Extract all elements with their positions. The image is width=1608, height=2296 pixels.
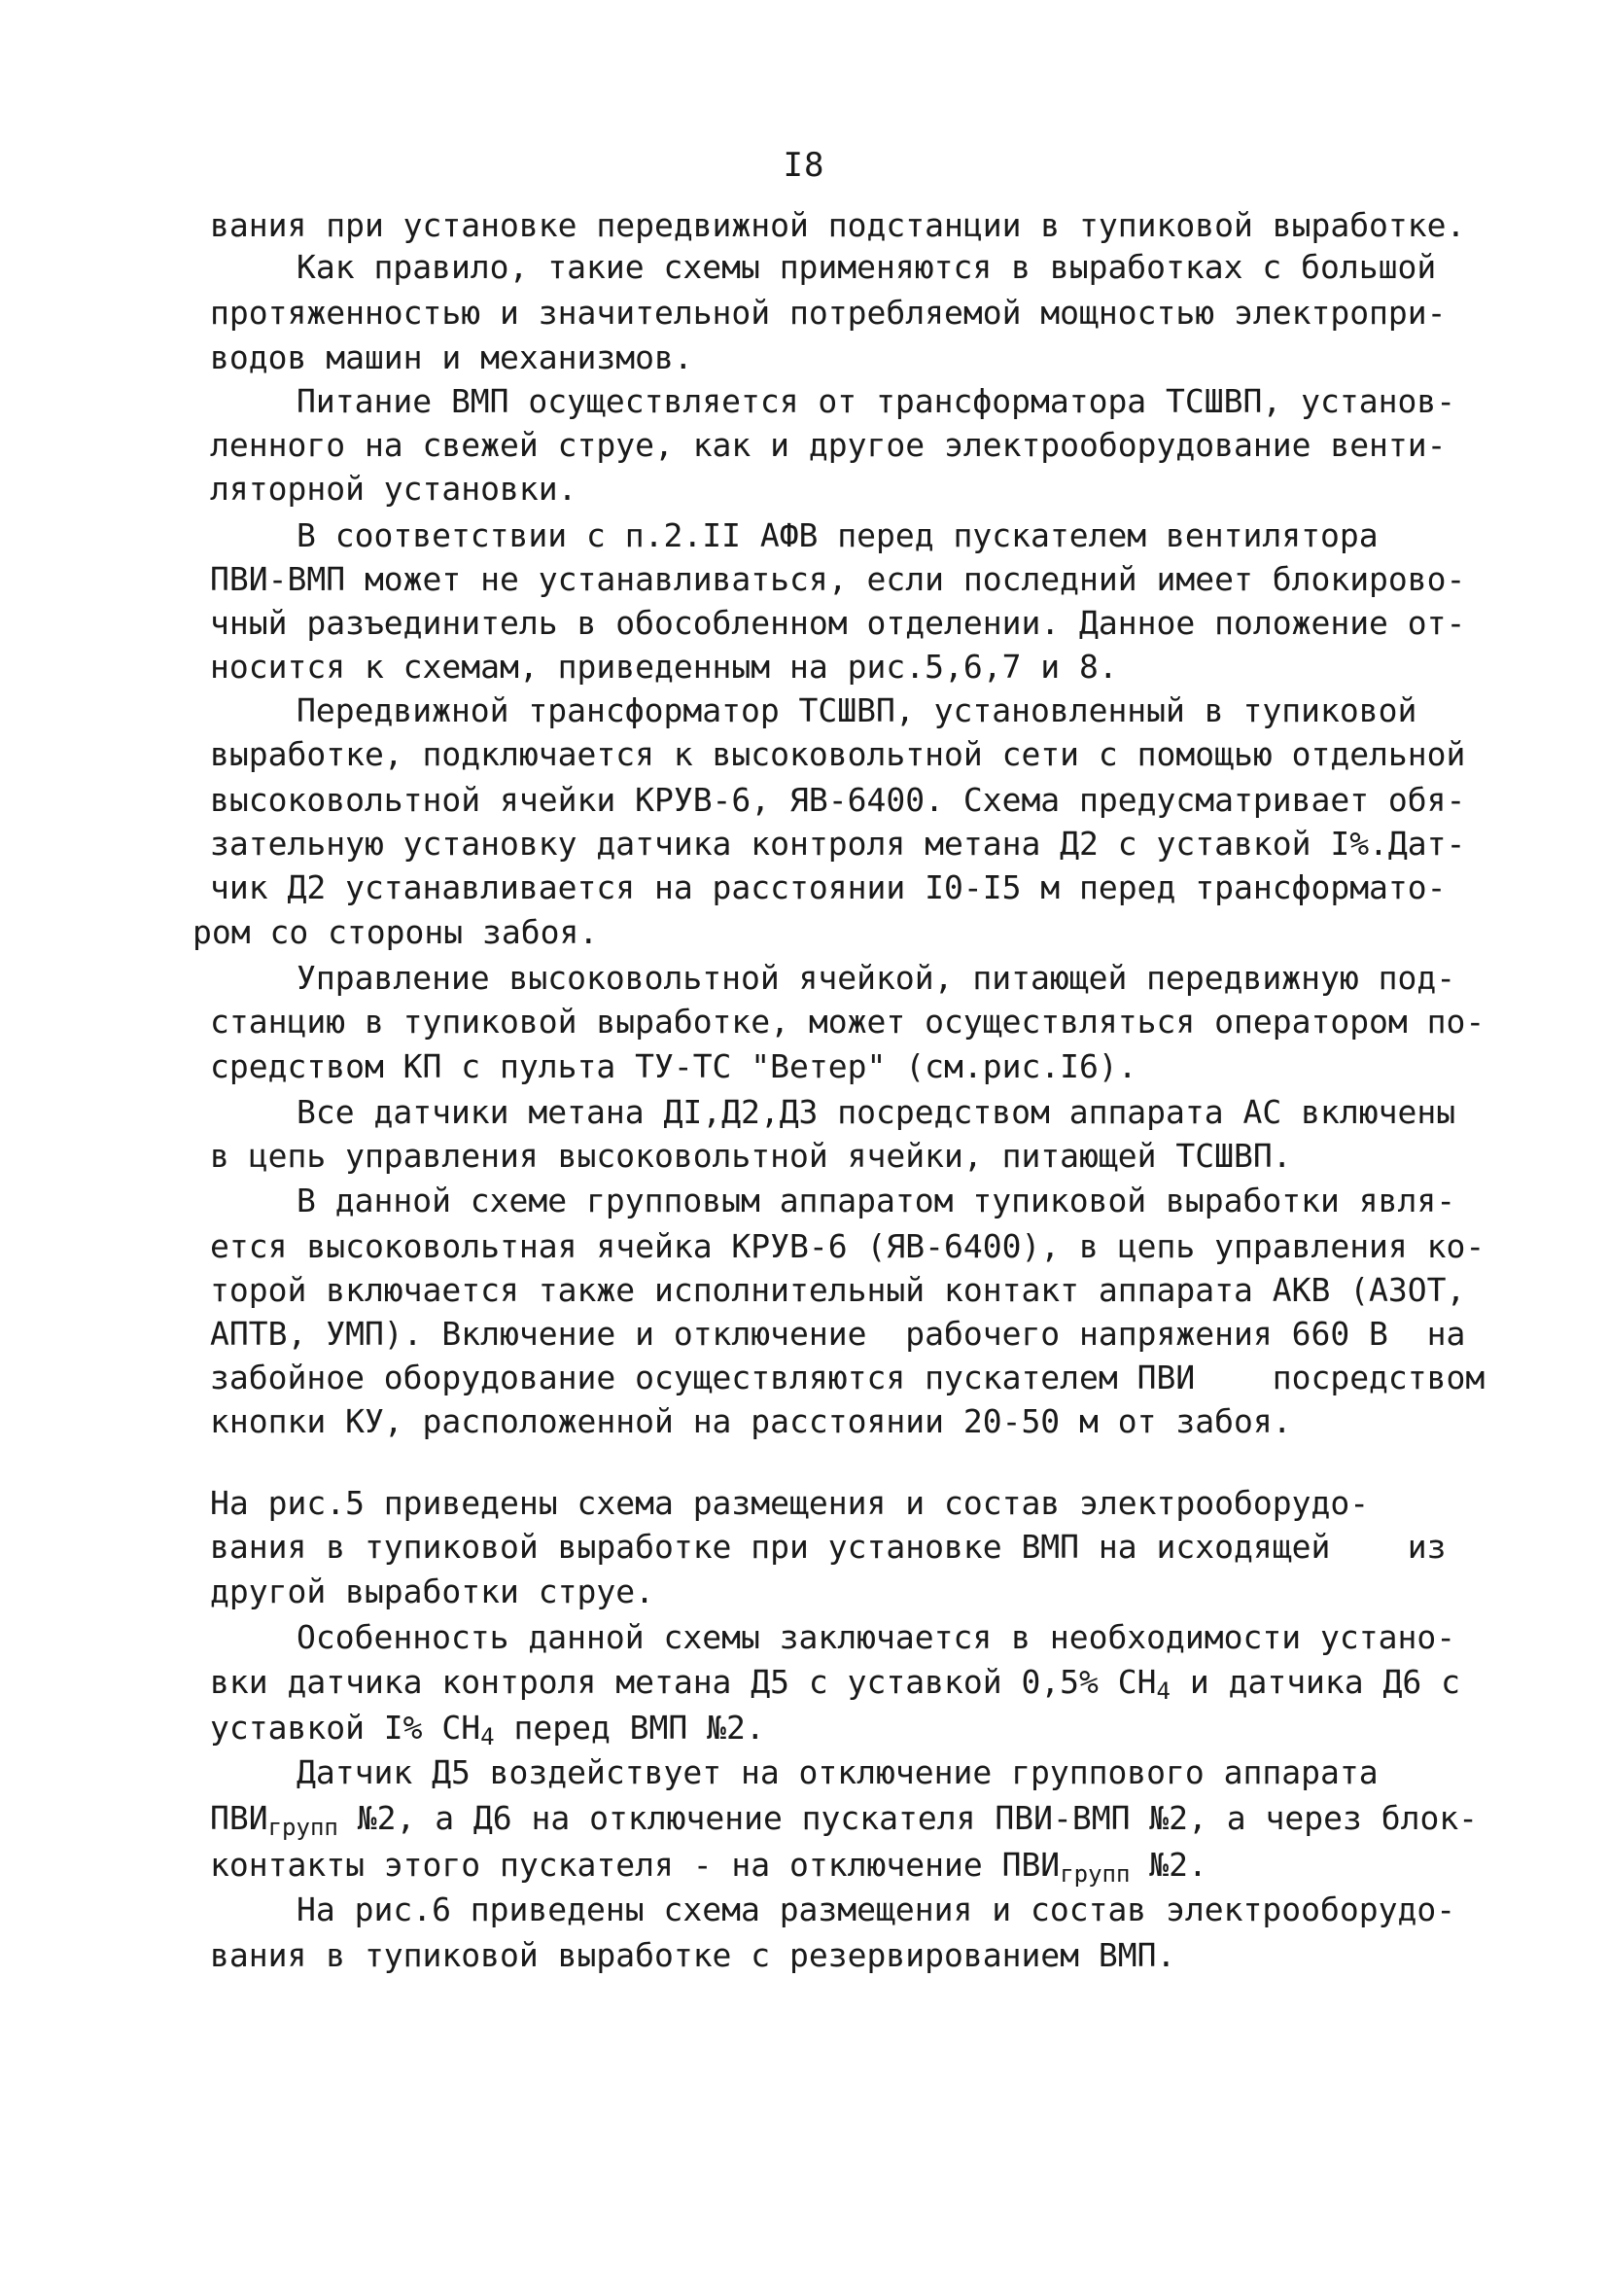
text-segment: вки датчика контроля метана Д5 с уставкой 0,5% СН <box>210 1663 1157 1701</box>
subscript: групп <box>267 1814 338 1841</box>
text-line <box>210 1846 1207 1888</box>
text-line: кнопки КУ, расположенной на расстоянии 20-50 м от забоя. <box>210 1402 1292 1440</box>
text-segment: №2. <box>1130 1846 1207 1884</box>
subscript: 4 <box>1156 1678 1171 1705</box>
text-line: станцию в тупиковой выработке, может осуществляться оператором по- <box>210 1003 1486 1041</box>
text-line: носится к схемам, приведенным на рис.5,6,7 и 8. <box>210 648 1118 686</box>
text-line: зательную установку датчика контроля метана Д2 с уставкой I%.Дат- <box>210 825 1466 863</box>
text-line: Все датчики метана ДI,Д2,Д3 посредством аппарата АС включены <box>297 1093 1456 1131</box>
text-line: чный разъединитель в обособленном отделении. Данное положение от- <box>210 604 1466 642</box>
text-line: Передвижной трансформатор ТСШВП, установленный в тупиковой <box>297 691 1417 729</box>
page-number: I8 <box>783 146 825 185</box>
text-line: забойное оборудование осуществляются пускателем ПВИ посредством <box>210 1359 1486 1396</box>
text-line: вания при установке передвижной подстанции в тупиковой выработке. <box>210 206 1466 244</box>
text-line: высоковольтной ячейки КРУВ-6, ЯВ-6400. Схема предусматривает обя- <box>210 781 1466 819</box>
text-segment: уставкой I% СН <box>210 1709 481 1747</box>
text-line: торой включается также исполнительный контакт аппарата АКВ (АЗОТ, <box>210 1271 1466 1309</box>
text-line: В соответствии с п.2.II АФВ перед пускателем вентилятора <box>297 516 1379 554</box>
text-line: вания в тупиковой выработке при установке ВМП на исходящей из <box>210 1528 1447 1566</box>
text-line: Питание ВМП осуществляется от трансформатора ТСШВП, установ- <box>297 382 1456 420</box>
subscript: 4 <box>480 1723 495 1750</box>
text-line: ПВИ-ВМП может не устанавливаться, если последний имеет блокирово- <box>210 560 1466 598</box>
text-line: АПТВ, УМП). Включение и отключение рабочего напряжения 660 В на <box>210 1315 1466 1353</box>
text-line: В данной схеме групповым аппаратом тупиковой выработки явля- <box>297 1182 1456 1219</box>
text-line: ется высоковольтная ячейка КРУВ-6 (ЯВ-6400), в цепь управления ко- <box>210 1227 1486 1265</box>
text-line <box>210 1799 1479 1841</box>
text-line: протяженностью и значительной потребляемой мощностью электропри- <box>210 294 1447 332</box>
subscript: групп <box>1060 1860 1131 1888</box>
text-line: Особенность данной схемы заключается в необходимости устано- <box>297 1618 1456 1656</box>
text-line: На рис.6 приведены схема размещения и состав электрооборудо- <box>297 1890 1456 1928</box>
text-line: Управление высоковольтной ячейкой, питающей передвижную под- <box>297 959 1456 997</box>
text-line: На рис.5 приведены схема размещения и состав электрооборудо- <box>210 1484 1370 1522</box>
text-segment: №2, а Д6 на отключение пускателя ПВИ-ВМП №2, а через блок- <box>337 1799 1479 1837</box>
text-line: чик Д2 устанавливается на расстоянии I0-I5 м перед трансформато- <box>210 868 1447 906</box>
text-line: ром со стороны забоя. <box>192 913 599 951</box>
text-segment: контакты этого пускателя - на отключение ПВИ <box>210 1846 1061 1884</box>
text-segment: перед ВМП №2. <box>494 1709 765 1747</box>
text-line: Датчик Д5 воздействует на отключение группового аппарата <box>297 1753 1379 1791</box>
text-line: Как правило, такие схемы применяются в выработках с большой <box>297 248 1437 286</box>
text-segment: и датчика Д6 с <box>1170 1663 1460 1701</box>
text-line: ленного на свежей струе, как и другое электрооборудование венти- <box>210 426 1447 464</box>
text-line: ляторной установки. <box>210 470 577 508</box>
text-line: выработке, подключается к высоковольтной сети с помощью отдельной <box>210 735 1466 773</box>
text-line: в цепь управления высоковольтной ячейки, питающей ТСШВП. <box>210 1137 1292 1175</box>
text-line: водов машин и механизмов. <box>210 338 693 376</box>
text-line: средством КП с пульта ТУ-ТС "Ветер" (см.рис.I6). <box>210 1047 1137 1085</box>
text-line <box>210 1709 765 1748</box>
text-line: вания в тупиковой выработке с резервированием ВМП. <box>210 1936 1176 1974</box>
text-line <box>210 1663 1460 1705</box>
text-segment: ПВИ <box>210 1799 268 1837</box>
text-line: другой выработки струе. <box>210 1572 654 1610</box>
